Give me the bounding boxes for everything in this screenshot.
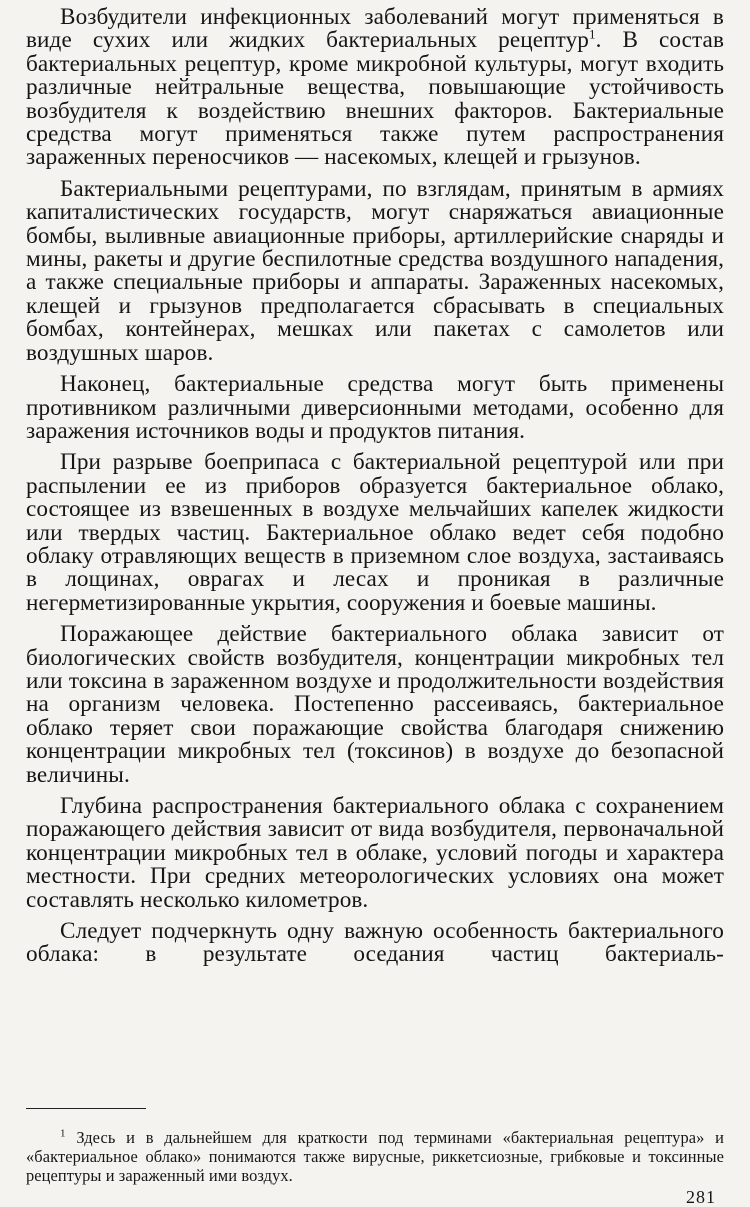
footnote-marker: 1: [60, 1127, 66, 1140]
paragraph-3: Наконец, бактериальные средства могут быть применены противником различными диверсионными методами, особенно для заражения источников воды и продуктов питания.: [26, 371, 724, 444]
paragraph-7: Следует подчеркнуть одну важную особенность бактериального облака: в результате оседания частиц бактериаль-: [26, 918, 724, 968]
footnote-reference[interactable]: 1: [588, 26, 596, 42]
footnote: [26, 1128, 724, 1185]
paragraph-1-head: Возбудители инфекционных заболеваний могут применяться в виде сухих или жидких бактериальных рецептур: [26, 4, 724, 54]
paragraph-2: Бактериальными рецептурами, по взглядам, принятым в армиях капиталистических государств, могут снаряжаться авиационные бомбы, выливные авиационные приборы, артиллерийские снаряды и мины, ракеты и другие беспилотные средства воздушного нападения, а также специальные приборы и аппараты. Зараженных насекомых, клещей и грызунов предполагается сбрасывать в специальных бомбах, контейнерах, мешках или пакетах с самолетов или воздушных шаров.: [26, 175, 724, 366]
paragraph-4: При разрыве боеприпаса с бактериальной рецептурой или при распылении ее из приборов образуется бактериальное облако, состоящее из взвешенных в воздухе мельчайших капелек жидкости или твердых частиц. Бактериальное облако ведет себя подобно облаку отравляющих веществ в приземном слое воздуха, застаиваясь в лощинах, оврагах и лесах и проникая в различные негерметизированные укрытия, сооружения и боевые машины.: [26, 449, 724, 616]
page-number: 281: [686, 1187, 716, 1207]
paragraph-1-tail: . В состав бактериальных рецептур, кроме микробной культуры, могут входить различные нейтральные вещества, повышающие устойчивость возбудителя к воздействию внешних факторов. Бактериальные средства могут применяться также путем распространения зараженных переносчиков — насекомых, клещей и грызунов.: [26, 27, 724, 171]
main-text: [26, 6, 724, 975]
footnote-divider: [26, 1108, 146, 1109]
paragraph-1: [26, 6, 724, 170]
footnote-text: Здесь и в дальнейшем для краткости под терминами «бактериальная рецептура» и «бактериальное облако» понимаются также вирусные, риккетсиозные, грибковые и токсинные рецептуры и зараженный ими воздух.: [26, 1128, 725, 1185]
paragraph-6: Глубина распространения бактериального облака с сохранением поражающего действия зависит от вида возбудителя, первоначальной концентрации микробных тел в облаке, условий погоды и характера местности. При средних метеорологических условиях она может составлять несколько километров.: [26, 793, 724, 913]
paragraph-5: Поражающее действие бактериального облака зависит от биологических свойств возбудителя, концентрации микробных тел или токсина в зараженном воздухе и продолжительности воздействия на организм человека. Постепенно рассеиваясь, бактериальное облако теряет свои поражающие свойства благодаря снижению концентрации микробных тел (токсинов) в воздухе до безопасной величины.: [26, 621, 724, 788]
book-page: [26, 0, 725, 1207]
